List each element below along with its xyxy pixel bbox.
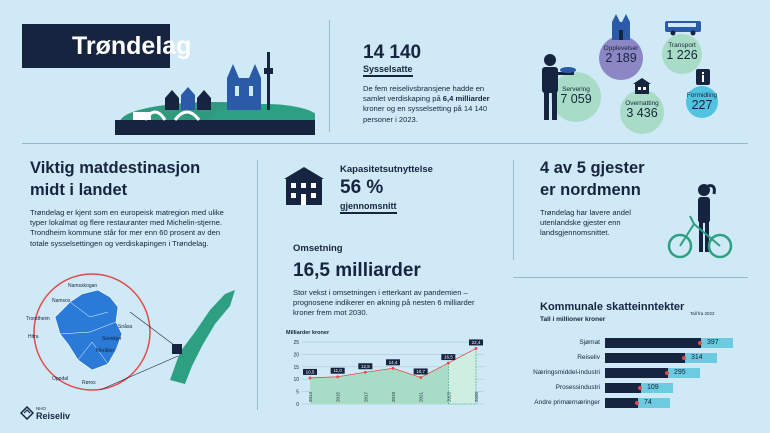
tax-row-value: 295 <box>668 368 700 378</box>
tax-title: Kommunale skatteinntekter <box>540 301 685 313</box>
chart-y-tick: 15 <box>293 364 299 371</box>
chart-x-tick: 2030 <box>474 391 479 402</box>
hotel-icon <box>633 78 651 94</box>
chart-y-tick: 10 <box>293 377 299 384</box>
chart-point <box>309 377 312 380</box>
divider <box>329 20 330 132</box>
chart-y-tick: 0 <box>296 402 299 408</box>
sector-label: Opplevelser <box>603 45 639 52</box>
chart-y-tick: 20 <box>293 352 299 359</box>
chart-point <box>475 347 478 350</box>
tax-row-label: Prosessindustri <box>555 384 600 391</box>
food-text: Trøndelag er kjent som en europeisk matregion med ulike typer lokalmat og flere restauranter med Michelin-stjerne. Trondheim kommune står for mer enn 60 prosent av den totale sysselsettingen og verdiskapingen i Trøndelag. <box>30 208 224 248</box>
tax-row-bar <box>605 398 638 408</box>
footer-org-small: NHO <box>36 406 46 411</box>
tax-row <box>533 367 738 379</box>
chart-x-tick: 2017 <box>363 391 369 402</box>
employment-text-bold: 6,4 milliarder <box>442 94 490 104</box>
food-heading <box>30 157 200 201</box>
map-place: Namsskogan <box>68 283 98 289</box>
sector-value: 2 189 <box>605 51 637 65</box>
turnover-chart-svg <box>286 326 491 410</box>
chart-ylabel: Milliarder kroner <box>286 330 330 336</box>
employment-text-start: De fem reiselivsbransjene hadde en samlet verdiskaping på <box>363 84 485 104</box>
bus-icon <box>664 20 702 36</box>
tax-row <box>538 382 738 394</box>
tax-row-label: Andre primærnæringer <box>534 399 600 406</box>
guests-heading-line: er nordmenn <box>540 181 641 199</box>
map-place: Namsos <box>52 298 71 304</box>
tax-row-marker <box>698 341 702 345</box>
info-icon <box>695 68 711 86</box>
tax-subtitle: Tall i millioner kroner <box>540 316 606 323</box>
sector-value: 7 059 <box>560 92 592 106</box>
divider <box>513 277 748 278</box>
chart-x-tick: 2013 <box>308 391 313 402</box>
map-place: Hitra <box>28 334 39 340</box>
tax-row-bar <box>605 383 641 393</box>
tax-row-bar <box>605 353 685 363</box>
sector-bubble-overnatting <box>620 90 664 134</box>
chart-value-label: 10,5 <box>305 369 315 375</box>
map-place: Meråker <box>96 348 115 354</box>
capacity-label: Kapasitetsutnyttelse <box>340 164 433 175</box>
tax-row-value: 314 <box>685 353 717 363</box>
tax-row-bar <box>605 368 668 378</box>
chart-value-label: 22,4 <box>471 339 481 345</box>
chart-y-tick: 5 <box>296 389 299 396</box>
sector-label: Servering <box>562 86 590 93</box>
guests-heading <box>540 157 645 201</box>
chart-value-label: 10,7 <box>416 368 426 374</box>
turnover-chart <box>286 326 491 415</box>
tax-row-label: Næringsmiddel-industri <box>533 369 600 376</box>
sector-value: 1 226 <box>666 48 698 62</box>
building-icon <box>282 165 326 207</box>
divider <box>257 160 258 410</box>
tax-row-marker <box>638 386 642 390</box>
employment-label: Sysselsatte <box>363 64 413 77</box>
employment-label-wrap <box>363 64 413 77</box>
chart-value-label: 16,5 <box>443 354 453 360</box>
castle-icon <box>609 14 633 40</box>
food-heading-line: midt i landet <box>30 181 128 199</box>
guests-text: Trøndelag har lavere andel utenlandske gjester enn landsgjennomsnittet. <box>540 208 631 238</box>
sector-label: Overnatting <box>625 100 659 107</box>
map-place: Oppdal <box>52 376 69 382</box>
capacity-value: 56 % <box>340 177 384 198</box>
tax-row-value: 74 <box>638 398 670 408</box>
tax-row-label: Reiseliv <box>577 354 600 361</box>
waiter-icon <box>532 52 578 122</box>
employment-text-end: kroner og en sysselsetting på 14 140 personer i 2023. <box>363 104 488 124</box>
trondelag-map <box>20 272 250 407</box>
chart-point <box>419 376 422 379</box>
employment-text <box>363 84 503 125</box>
tax-row-value: 397 <box>701 338 733 348</box>
chart-x-tick: 2021 <box>418 391 424 402</box>
cyclist-icon <box>664 180 736 260</box>
chart-value-label: 12,8 <box>360 363 370 369</box>
tax-row-value: 109 <box>641 383 673 393</box>
trondheim-skyline-illustration <box>115 40 315 135</box>
chart-point <box>336 375 339 378</box>
sector-label: Transport <box>668 42 696 49</box>
sector-bubble-opplevelser <box>599 36 643 80</box>
chart-point <box>447 362 450 365</box>
sector-value: 227 <box>691 98 713 112</box>
chart-x-tick: 2015 <box>335 391 341 402</box>
nho-logo-icon <box>20 406 34 420</box>
chart-value-label: 11,0 <box>333 368 342 374</box>
chart-point <box>392 367 395 370</box>
divider <box>513 160 514 260</box>
divider <box>22 143 748 144</box>
map-place: Røros <box>82 380 96 386</box>
tax-row-label: Sjømat <box>579 339 600 346</box>
turnover-value: 16,5 milliarder <box>293 260 421 281</box>
map-place: Steinkjer <box>102 336 122 342</box>
turnover-label: Omsetning <box>293 243 343 254</box>
sector-bubble-formidling <box>686 86 718 118</box>
tax-row <box>538 352 738 364</box>
tax-row-bar <box>605 338 701 348</box>
sector-value: 3 436 <box>626 106 658 120</box>
tax-row <box>538 337 738 349</box>
sector-label: Formidling <box>686 92 718 99</box>
tax-row-marker <box>682 356 686 360</box>
tax-row-marker <box>635 401 639 405</box>
guests-heading-line: 4 av 5 gjester <box>540 159 645 177</box>
page-title: Trøndelag <box>22 24 170 68</box>
employment-value: 14 140 <box>363 42 422 63</box>
chart-y-tick: 25 <box>293 340 299 346</box>
map-place: Trondheim <box>26 316 50 322</box>
map-place: Snåsa <box>118 324 133 330</box>
tax-source: Tall fra 2022 <box>690 311 715 316</box>
chart-x-tick: 2023 <box>446 391 452 402</box>
turnover-text: Stor vekst i omsetningen i etterkant av pandemien – prognosene indikerer en økning på nesten 6 milliarder kroner frem mot 2030. <box>293 288 475 318</box>
capacity-sublabel-wrap <box>340 201 397 214</box>
tax-row <box>534 397 738 409</box>
chart-value-label: 14,4 <box>388 359 398 365</box>
chart-x-tick: 2019 <box>391 391 396 402</box>
capacity-sublabel: gjennomsnitt <box>340 201 397 214</box>
food-heading-line: Viktig matdestinasjon <box>30 159 201 177</box>
chart-point <box>364 371 367 374</box>
tax-row-marker <box>665 371 669 375</box>
footer-org: Reiseliv <box>36 411 71 421</box>
